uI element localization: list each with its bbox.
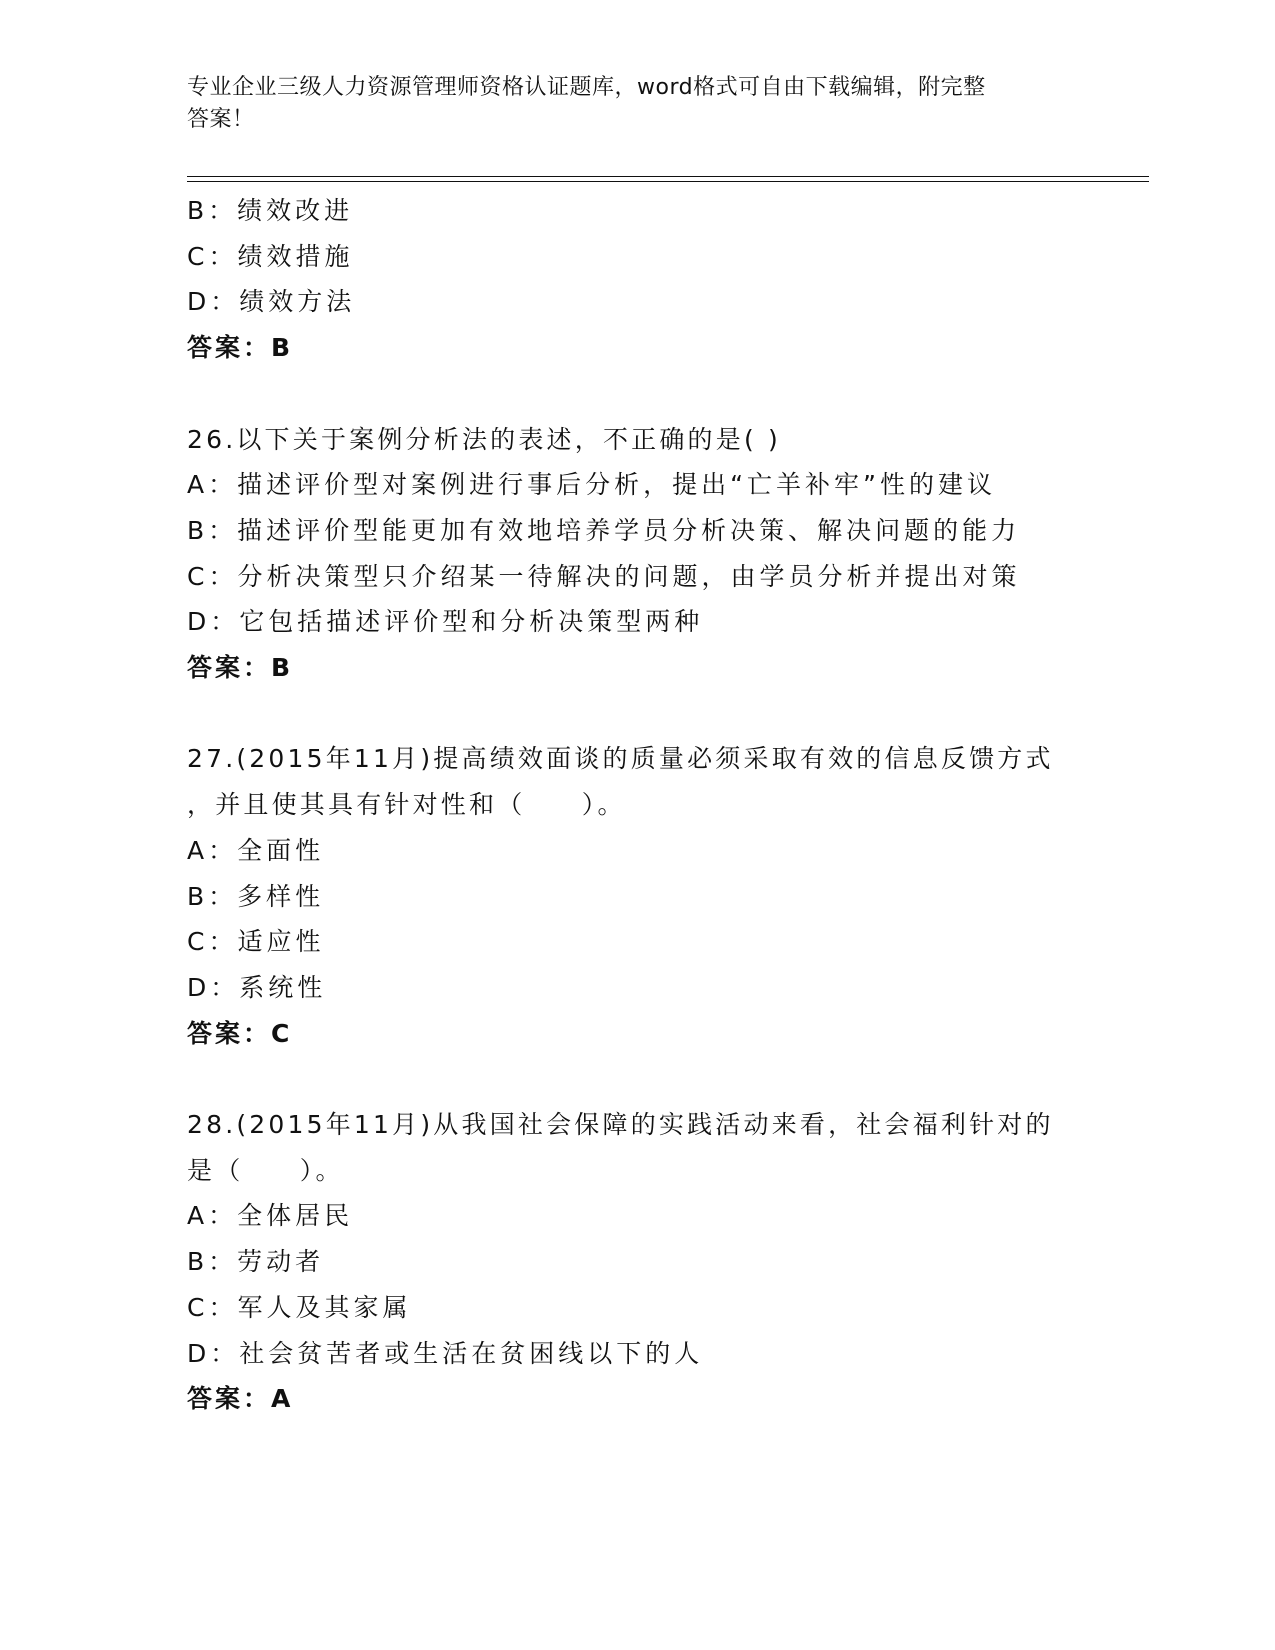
header-rule-top (187, 176, 1149, 177)
answer-line: 答案：C (187, 1018, 293, 1048)
option-c: C：军人及其家属 (187, 1292, 412, 1322)
option-a: A：全体居民 (187, 1201, 354, 1231)
question-stem: 28.(2015年11月)从我国社会保障的实践活动来看，社会福利针对的 (187, 1110, 1054, 1140)
option-b: B：劳动者 (187, 1247, 325, 1277)
question-stem-continued: 是（ ）。 (187, 1155, 344, 1185)
option-c: C：适应性 (187, 927, 325, 957)
option-a: A：描述评价型对案例进行事后分析，提出“亡羊补牢”性的建议 (187, 470, 997, 500)
header-text-line2: 答案！ (187, 107, 255, 132)
page-header (187, 72, 1067, 136)
question-stem: 26.以下关于案例分析法的表述，不正确的是( ) (187, 424, 782, 454)
answer-line: 答案：B (187, 333, 294, 363)
question-27 (187, 736, 1087, 1056)
option-d: D：它包括描述评价型和分析决策型两种 (187, 607, 704, 637)
spacer (187, 1056, 1087, 1102)
option-a: A：全面性 (187, 835, 325, 865)
option-c: C：绩效措施 (187, 241, 354, 271)
option-b: B：描述评价型能更加有效地培养学员分析决策、解决问题的能力 (187, 515, 1021, 545)
answer-line: 答案：A (187, 1384, 294, 1414)
header-text-line1: 专业企业三级人力资源管理师资格认证题库，word格式可自由下载编辑，附完整 (187, 75, 986, 100)
spacer (187, 371, 1087, 417)
option-d: D：社会贫苦者或生活在贫困线以下的人 (187, 1338, 704, 1368)
question-stem-continued: ，并且使其具有针对性和（ ）。 (187, 790, 626, 820)
option-b: B：多样性 (187, 881, 325, 911)
option-c: C：分析决策型只介绍某一待解决的问题，由学员分析并提出对策 (187, 561, 1021, 591)
question-stem: 27.(2015年11月)提高绩效面谈的质量必须采取有效的信息反馈方式 (187, 744, 1054, 774)
question-28 (187, 1102, 1087, 1422)
option-b: B：绩效改进 (187, 196, 354, 225)
question-26 (187, 417, 1087, 691)
header-rule-bottom (187, 181, 1149, 182)
question-25-continued (187, 188, 1087, 371)
answer-line: 答案：B (187, 653, 294, 683)
option-d: D：系统性 (187, 972, 327, 1002)
option-d: D：绩效方法 (187, 287, 356, 317)
question-list (187, 188, 1087, 1422)
spacer (187, 691, 1087, 737)
